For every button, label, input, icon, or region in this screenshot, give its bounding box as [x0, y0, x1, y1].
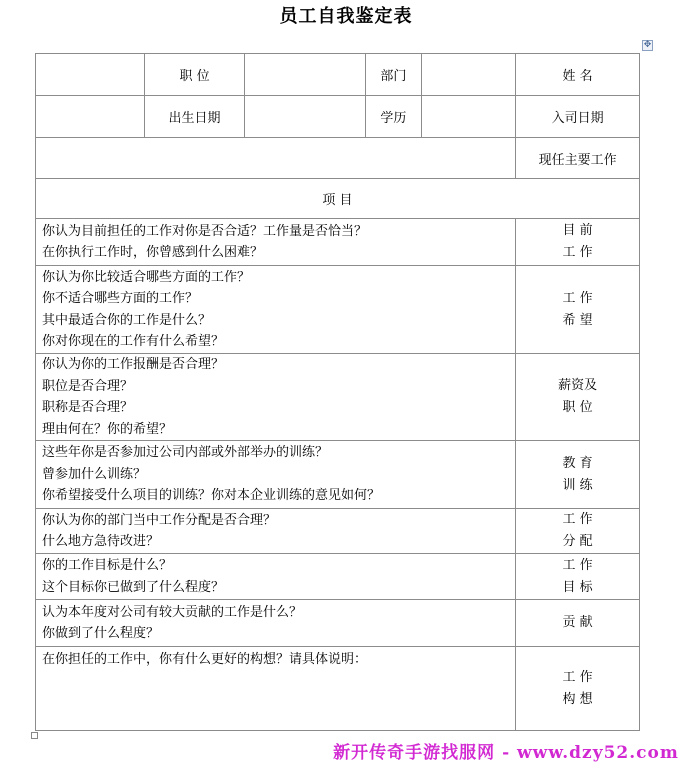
section-idea-label: 工 作 构 想: [516, 647, 640, 731]
join-date-label: 入司日期: [516, 96, 640, 138]
section-goal-label: 工 作 目 标: [516, 554, 640, 600]
section-contribution-content[interactable]: [36, 600, 516, 647]
section-contribution-label: 贡 献: [516, 600, 640, 647]
section-assignment-content[interactable]: [36, 509, 516, 554]
section-training-label: 教 育 训 练: [516, 441, 640, 509]
content-line: 你认为你的工作报酬是否合理？: [42, 357, 225, 372]
content-line: 你对你现在的工作有什么希望？: [42, 334, 225, 349]
content-line: 曾参加什么训练？: [42, 466, 147, 482]
footer-watermark: 新开传奇手游找服网 - www.dzy52.com: [333, 743, 679, 763]
dept-value-cell[interactable]: [421, 54, 516, 96]
section-salary-content[interactable]: [36, 354, 516, 441]
section-current-work-content[interactable]: [36, 219, 516, 266]
content-line: 在你担任的工作中，你有什么更好的构想？请具体说明：: [42, 652, 368, 667]
content-line: 职称是否合理？: [42, 400, 134, 415]
name-label: 姓 名: [516, 54, 640, 96]
table-move-handle-icon[interactable]: ✥: [643, 40, 652, 50]
content-line: 你认为你比较适合哪些方面的工作？: [42, 269, 251, 285]
dept-label: 部门: [366, 54, 421, 96]
section-goal-content[interactable]: [36, 554, 516, 600]
education-label: 学历: [366, 96, 421, 138]
section-current-work-label: 目 前 工 作: [516, 219, 640, 266]
section-work-hope-content[interactable]: [36, 266, 516, 354]
content-line: 你不适合哪些方面的工作？: [42, 291, 199, 306]
content-line: 理由何在？你的希望？: [42, 421, 173, 437]
content-line: 你认为你的部门当中工作分配是否合理？: [42, 512, 277, 528]
content-line: 你希望接受什么项目的训练？你对本企业训练的意见如何？: [42, 488, 381, 504]
content-line: 其中最适合你的工作是什么？: [42, 312, 212, 328]
birth-label: 出生日期: [144, 96, 245, 138]
current-work-value-cell[interactable]: [36, 138, 516, 179]
self-evaluation-table: [35, 53, 640, 731]
position-label: 职 位: [144, 54, 245, 96]
content-line: 你的工作目标是什么？: [42, 558, 173, 573]
section-salary-label: 薪资及 职 位: [516, 354, 640, 441]
project-header: 项 目: [36, 179, 640, 219]
section-assignment-label: 工 作 分 配: [516, 509, 640, 554]
content-line: 你认为目前担任的工作对你是否合适？工作量是否恰当？: [42, 223, 368, 239]
birth-value-cell[interactable]: [36, 96, 145, 138]
page-title: 员工自我鉴定表: [279, 6, 413, 27]
content-line: 这些年你是否参加过公司内部或外部举办的训练？: [42, 445, 329, 461]
section-idea-content[interactable]: [36, 647, 516, 731]
position-value-cell[interactable]: [245, 54, 366, 96]
content-line: 认为本年度对公司有较大贡献的工作是什么？: [42, 604, 303, 620]
current-work-label: 现任主要工作: [516, 138, 640, 179]
content-line: 这个目标你已做到了什么程度？: [42, 579, 225, 595]
education-value-cell[interactable]: [245, 96, 366, 138]
name-value-cell[interactable]: [36, 54, 145, 96]
content-line: 在你执行工作时，你曾感到什么困难？: [42, 245, 264, 260]
section-training-content[interactable]: [36, 441, 516, 509]
content-line: 职位是否合理？: [42, 378, 134, 394]
content-line: 什么地方急待改进？: [42, 534, 160, 549]
content-line: 你做到了什么程度？: [42, 626, 160, 641]
join-date-value-cell[interactable]: [421, 96, 516, 138]
section-work-hope-label: 工 作 希 望: [516, 266, 640, 354]
